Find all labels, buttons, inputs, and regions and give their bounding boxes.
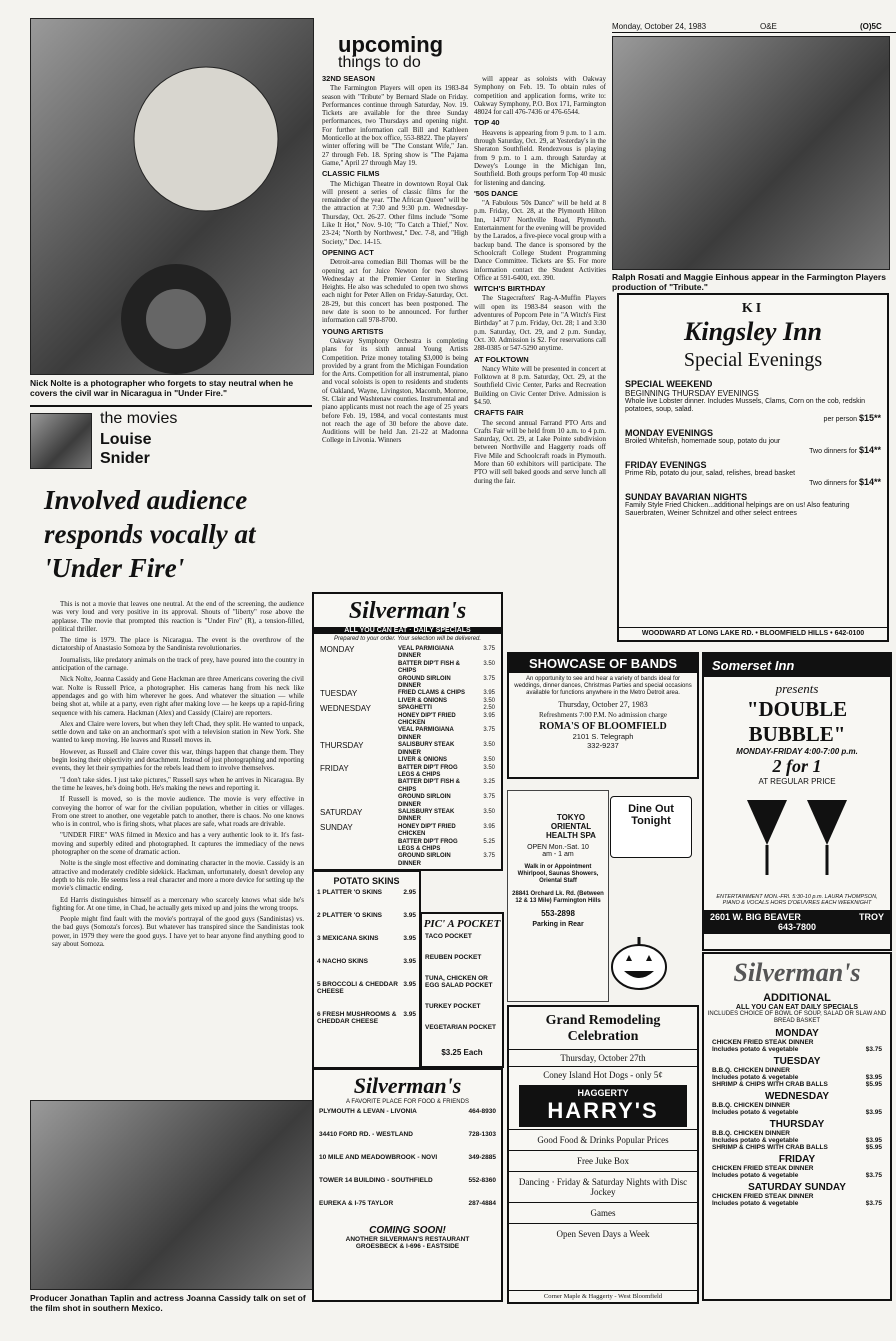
location-row (319, 1108, 496, 1115)
somerset-deal: 2 for 1 (772, 756, 822, 776)
day-line-text: B.B.Q. CHICKEN DINNER (712, 1130, 791, 1137)
harrys-logo: HARRY'S (547, 1098, 659, 1123)
upcoming-subtitle: things to do (338, 54, 421, 71)
menu-item: VEAL PARMIGIANA DINNER (398, 646, 454, 660)
menu-row (320, 727, 495, 742)
event-heading: '50S DANCE (474, 188, 518, 198)
potato-skins-ad (312, 870, 421, 1069)
menu-row (320, 742, 495, 757)
menu-item: LIVER & ONIONS (398, 697, 448, 704)
day-line-text: Includes potato & vegetable (712, 1109, 799, 1116)
harrys-lines (509, 1129, 697, 1244)
day-line (712, 1074, 882, 1081)
event-text: The Stagecrafters' Rag-A-Muffin Players will open its 1983-84 season with the adventures of Popcorn Pete in "A Witch's First Birthday" at 7 p.m. Friday, Oct. 28; 1 and 3:30 p.m. Saturday, Oct. 29, and 2 p.m. Sunday, Oct. 30. Admission is $2. For reservations call 288-0385 or 547-5290 anytime. (474, 294, 606, 353)
day-block (712, 1091, 882, 1116)
review-paragraph: If Russell is moved, so is the movie audience. The movie is very effective in conveying the horror of war for the civilian population, whether in cities or villages. From one street to another, one vegetable patch to another, there is chaos. No one knows who is in control, who is firing shots, what places are safe, what roads are drivable. (52, 795, 304, 829)
day-line-price: $3.95 (865, 1074, 882, 1081)
event-text: "A Fabulous '50s Dance" will be held at 8 p.m. Friday, Oct. 28, at the Plymouth Hilton Inn, 14707 Northville Road, Plymouth. Entertainment for the evening will be provided by the Larados, a five-piece vocal group with a backup band. The dance is sponsored by the Schoolcraft College Student Programming Dance Committee. Tickets are $5. For more information contact the Student Activities Office at 591-6400, ext. 390. (474, 199, 606, 282)
pocket-items (422, 930, 502, 1048)
review-paragraph: Journalists, like predatory animals on the track of prey, have poured into the country in anticipation of the carnage. (52, 655, 304, 673)
location-name: PLYMOUTH & LEVAN - LIVONIA (319, 1108, 417, 1115)
menu-price: 3.25 (483, 779, 495, 786)
special-subtitle: BEGINNING THURSDAY EVENINGS (625, 389, 759, 398)
special-price-note: Two dinners for (809, 480, 858, 487)
potato-name: 4 NACHO SKINS (317, 958, 368, 965)
potato-price: 3.95 (403, 958, 416, 965)
potato-item (317, 935, 416, 942)
additional-days (704, 1028, 890, 1207)
wine-glasses-icon (737, 790, 857, 890)
header-page: (O)5C (860, 22, 882, 31)
review-paragraph: Nolte is the single most effective and dominating character in the movie. Cassidy is an attractive and moderately credible sidekick. Hackman, unfortunately, doesn't develop any depth to his role. He seems less a real character and more a more device for setting up the movie's climactic ending. (52, 859, 304, 893)
harrys-logo-top: HAGGERTY (577, 1088, 629, 1098)
somerset-title: "DOUBLE BUBBLE" (746, 697, 848, 746)
day-line (712, 1067, 882, 1074)
day-line (712, 1046, 882, 1053)
special-price-note: per person (823, 416, 858, 423)
day-line-text: CHICKEN FRIED STEAK DINNER (712, 1165, 814, 1172)
harrys-footer: Corner Maple & Haggerty - West Bloomfield (509, 1290, 697, 1300)
somerset-hours: MONDAY-FRIDAY 4:00-7:00 p.m. (736, 747, 858, 756)
potato-name: 5 BROCCOLI & CHEDDAR CHEESE (317, 981, 398, 995)
day-line (712, 1144, 882, 1151)
dine-sign (610, 796, 692, 858)
somerset-presents: presents (775, 681, 819, 696)
day-block (712, 1182, 882, 1207)
day-line-text: Includes potato & vegetable (712, 1137, 799, 1144)
silvermans-menu-rows (314, 643, 501, 868)
day-line-text: Includes potato & vegetable (712, 1172, 799, 1179)
showcase-phone: 332-9237 (587, 741, 619, 750)
special-title: MONDAY EVENINGS (625, 428, 714, 438)
tokyo-text: Walk in or Appointment Whirlpool, Saunas Showers, Oriental Staff (517, 864, 599, 884)
potato-item (317, 912, 416, 919)
location-name: TOWER 14 BUILDING - SOUTHFIELD (319, 1177, 433, 1184)
silvermans-locations (314, 1106, 501, 1225)
menu-day (320, 661, 398, 676)
menu-item: HONEY DIP'T FRIED CHICKEN (398, 712, 456, 727)
menu-item: SALISBURY STEAK DINNER (398, 742, 455, 756)
kingsley-special (625, 429, 881, 456)
special-price-row (625, 478, 881, 488)
potato-item (317, 889, 416, 896)
event-text: will appear as soloists with Oakway Symphony on Feb. 19. To obtain rules of competition and application forms, write to: Oakway Symphony, P.O. Box 171, Farmington 48024 for call 476-7436 or 476-6544. (474, 75, 606, 117)
silvermans-logo-3: Silverman's (733, 958, 861, 987)
special-price: $14** (858, 445, 881, 455)
pumpkin-icon (610, 935, 668, 991)
menu-price: 3.75 (483, 727, 495, 734)
menu-item: GROUND SIRLOIN DINNER (398, 675, 451, 690)
menu-day: SUNDAY (320, 822, 353, 832)
event-heading: AT FOLKTOWN (474, 354, 529, 364)
movies-headline: Involved audience responds vocally at 'Under Fire' (44, 485, 256, 583)
event-text: The second annual Farrand PTO Arts and Crafts Fair will be held from 10 a.m. to 4 p.m. Saturday, Oct. 29, at Lake Pointe subdivision between Northville and Haggerty roads off Five Mile and Schoolcraft roads in Plymouth. More than 60 exhibitors will participate. The PTO will sell baked goods and serve lunch all during the fair. (474, 418, 606, 485)
day-line-price: $3.75 (865, 1172, 882, 1179)
day-name: SATURDAY SUNDAY (748, 1182, 846, 1193)
haggerty-harrys-ad (507, 1005, 699, 1304)
day-line (712, 1137, 882, 1144)
day-line-price: $3.95 (865, 1137, 882, 1144)
event-text: Detroit-area comedian Bill Thomas will be the opening act for Juice Newton for two shows Wednesday at the Premier Center in Sterling Heights. He also was scheduled to open two shows each night for Peter Allen on Friday-Saturday, Oct. 28-29, but this concert has been postponed. The new date is soon to be announced. For further information call 978-8700. (322, 258, 468, 325)
author-first: Louise (100, 431, 152, 448)
pic-a-pocket-ad (420, 912, 504, 1068)
event-text: The Michigan Theatre in downtown Royal Oak will present a series of classic films for the remainder of the year. "The African Queen" will be the attraction at 7:30 and 9:30 p.m. Wednesday-Thursday, Oct. 26-27. Other films include "Some Like It Hot," Nov. 9-10; "To Catch a Thief," Nov. 23-24; "North by Northwest," Dec. 7-8, and "High Society," Dec. 14-15. (322, 179, 468, 246)
menu-day (320, 853, 398, 868)
menu-day (320, 794, 398, 809)
potato-name: 3 MEXICANA SKINS (317, 935, 379, 942)
day-name: THURSDAY (769, 1119, 825, 1130)
menu-day (320, 713, 398, 728)
day-line-price: $5.95 (865, 1144, 882, 1151)
event-heading: TOP 40 (474, 118, 500, 128)
review-paragraph: However, as Russell and Claire cover this war, things happen that change them. They begin losing their objectivity and detachment. Instead of just photographing and reporting events, they let their sympathies for the rebels lead them to involve themselves. (52, 747, 304, 773)
pocket-item: TURKEY POCKET (425, 1003, 481, 1010)
day-name: MONDAY (775, 1028, 819, 1039)
pocket-item: TUNA, CHICKEN OR EGG SALAD POCKET (425, 975, 493, 989)
potato-name: 6 FRESH MUSHROOMS & CHEDDAR CHEESE (317, 1011, 397, 1025)
kingsley-tagline: Special Evenings (683, 349, 823, 371)
silvermans-banner: ALL YOU CAN EAT · DAILY SPECIALS (314, 627, 501, 634)
menu-row (320, 713, 495, 728)
somerset-deal-sub: AT REGULAR PRICE (758, 777, 836, 786)
review-paragraph: Ed Harris distinguishes himself as a mercenary who scarcely knows what side he's fighting for. At one time, in Chad, he actually gets mixed up and joins the wrong troops. (52, 895, 304, 912)
event-text: Oakway Symphony Orchestra is completing plans for its sixth annual Young Artists Competition. Prize money totaling $3,000 is being provided by a grant from the Michigan Foundation for the Arts. Competition for all instrumental, piano and vocal soloists is open to residents and students of Oakland, Wayne, Livingston, Macomb, Monroe, St. Clair and Washtenaw counties. Instrumental and piano applicants must not reach the age of 25 years before Feb. 19, 1984, and vocal contestants must not reach the age of 30 before the above date. Auditions will be held Jan. 21-22 at Madonna College in Livonia. Winners (322, 336, 468, 445)
potato-price: 3.95 (403, 912, 416, 919)
menu-price: 5.25 (483, 838, 495, 845)
menu-day: THURSDAY (320, 741, 364, 751)
review-paragraph: The time is 1979. The place is Nicaragua. The event is the overthrow of the dictatorship of Anastasio Somoza by the Sandinista revolutionaries. (52, 636, 304, 653)
event-heading: OPENING ACT (322, 247, 374, 257)
tokyo-parking: Parking in Rear (532, 921, 584, 928)
menu-price: 2.50 (483, 705, 495, 712)
movies-kicker: the movies (100, 410, 178, 427)
day-line (712, 1081, 882, 1088)
location-phone: 728-1303 (468, 1131, 496, 1138)
silvermans-logo: Silverman's (348, 598, 467, 624)
harrys-line: Open Seven Days a Week (509, 1223, 697, 1244)
tokyo-open: OPEN Mon.-Sat. 10 am - 1 am (527, 844, 589, 858)
pocket-price: $3.25 Each (441, 1048, 483, 1057)
harrys-line: Good Food & Drinks Popular Prices (509, 1129, 697, 1150)
day-line-text: CHICKEN FRIED STEAK DINNER (712, 1193, 814, 1200)
location-name: 34410 FORD RD. - WESTLAND (319, 1131, 413, 1138)
header-section: O&E (760, 22, 777, 31)
menu-price: 3.95 (483, 712, 495, 719)
day-line (712, 1102, 882, 1109)
menu-row (320, 646, 495, 661)
special-price-row (625, 446, 881, 456)
menu-day (320, 779, 398, 794)
somerset-ent: ENTERTAINMENT MON.-FRI. 5:30-10 p.m. LAURA THOMPSON, PIANO & VOCALS HORS D'OEUVRES EACH WEEKNIGHT (716, 894, 878, 906)
special-price: $14** (858, 477, 881, 487)
menu-row (320, 661, 495, 676)
photo-tribute (612, 36, 890, 270)
menu-day: SATURDAY (320, 807, 363, 817)
potato-item (317, 958, 416, 965)
review-paragraph: Alex and Claire were lovers, but when they left Chad, they split. He wanted to unpack, settle down and take on an anchorman's spot with a television station in New York. She wanted to keep moving. He leaves and Russell moves in. (52, 719, 304, 745)
menu-day: TUESDAY (320, 689, 358, 699)
menu-day: MONDAY (320, 645, 355, 654)
day-line (712, 1109, 882, 1116)
special-title: SPECIAL WEEKEND (625, 379, 713, 389)
movies-rule (30, 405, 312, 407)
menu-item: FRIED CLAMS & CHIPS (398, 690, 466, 697)
dine-text: Dine Out Tonight (628, 803, 674, 827)
event-text: Nancy White will be presented in concert at Folktown at 8 p.m. Saturday, Oct. 29, at the Southfield Civic Center, Parks and Recreation Building on Civic Center Drive. Admission is $4.50. (474, 364, 606, 406)
pocket-item: REUBEN POCKET (425, 954, 482, 961)
silvermans-tagline: A FAVORITE PLACE FOR FOOD & FRIENDS (346, 1099, 469, 1105)
location-row (319, 1177, 496, 1184)
photo-nick-nolte (30, 18, 314, 375)
author-photo (30, 413, 92, 469)
tokyo-phone: 553-2898 (541, 909, 575, 918)
menu-item: BATTER DIP'T FROG LEGS & CHIPS (398, 838, 458, 852)
day-line-text: Includes potato & vegetable (712, 1046, 799, 1053)
kingsley-name: Kingsley Inn (684, 317, 822, 346)
location-name: 10 MILE AND MEADOWBROOK - NOVI (319, 1154, 438, 1161)
menu-row (320, 690, 495, 697)
pocket-item: TACO POCKET (425, 933, 472, 940)
silvermans-logo-2: Silverman's (353, 1073, 462, 1098)
photo-bottom-caption: Producer Jonathan Taplin and actress Joanna Cassidy talk on set of the film shot in southern Mexico. (30, 1293, 306, 1313)
menu-item: HONEY DIP'T FRIED CHICKEN (398, 823, 456, 838)
header-rule (612, 32, 896, 33)
location-row (319, 1131, 496, 1138)
menu-day (320, 727, 398, 742)
special-detail: Broiled Whitefish, homemade soup, potato du jour (625, 438, 781, 445)
potato-price: 3.95 (403, 981, 416, 988)
menu-row (320, 705, 495, 712)
day-line-price: $3.75 (865, 1046, 882, 1053)
menu-item: GROUND SIRLOIN DINNER (398, 853, 451, 867)
day-line-text: Includes potato & vegetable (712, 1074, 799, 1081)
menu-price: 3.50 (483, 757, 495, 764)
harrys-date: Thursday, October 27th (509, 1049, 697, 1066)
potato-item (317, 981, 416, 995)
day-line-price: $3.95 (865, 1109, 882, 1116)
potato-name: 1 PLATTER 'O SKINS (317, 889, 382, 896)
photo-left-caption: Nick Nolte is a photographer who forgets to stay neutral when he covers the civil war in Nicaragua in "Under Fire." (30, 378, 294, 398)
menu-price: 3.50 (483, 660, 495, 667)
somerset-phone: 643-7800 (777, 922, 817, 932)
special-title: FRIDAY EVENINGS (625, 460, 707, 470)
day-name: WEDNESDAY (764, 1091, 830, 1102)
potato-items (314, 886, 419, 1044)
day-line (712, 1200, 882, 1207)
showcase-address: 2101 S. Telegraph (572, 732, 634, 741)
day-line (712, 1165, 882, 1172)
somerset-logo: Somerset Inn (704, 654, 890, 677)
showcase-ad (507, 652, 699, 779)
review-paragraph: "I don't take sides. I just take pictures," Russell says when he arrives in Nicaragua. By the time he leaves, he's doing both. He's making the news and reporting it. (52, 775, 304, 792)
day-line-price: $3.75 (865, 1200, 882, 1207)
special-detail: Whole live Lobster dinner. Includes Mussels, Clams, Corn on the cob, redskin potatoes, soup, salad. (625, 398, 866, 413)
event-heading: WITCH'S BIRTHDAY (474, 284, 546, 294)
menu-row (320, 839, 495, 854)
day-line (712, 1130, 882, 1137)
potato-price: 3.95 (403, 935, 416, 942)
tokyo-title: TOKYO ORIENTAL HEALTH SPA (546, 813, 596, 840)
kingsley-inn-ad (617, 293, 889, 642)
author-last: Snider (100, 450, 150, 467)
special-price: $15** (858, 413, 881, 423)
menu-item: SPAGHETTI (398, 705, 432, 712)
location-row (319, 1154, 496, 1161)
somerset-inn-ad (702, 652, 892, 951)
event-text: Heavens is appearing from 9 p.m. to 1 a.m. through Saturday, Oct. 29, at Yesterday's in the Sheraton Southfield. Rendezvous is playing from 9 p.m. to 1 a.m. through Saturday at Dewey's Lounge in the Michigan Inn, Southfield. Both groups perform Top 40 music for listening and dancing. (474, 128, 606, 187)
menu-row (320, 676, 495, 691)
kingsley-special (625, 380, 881, 424)
kingsley-footer: WOODWARD AT LONG LAKE RD. • BLOOMFIELD HILLS • 642-0100 (619, 627, 887, 637)
potato-price: 3.95 (403, 1011, 416, 1018)
photo-taplin-cassidy (30, 1100, 314, 1290)
upcoming-column-2 (474, 75, 606, 575)
menu-row (320, 765, 495, 780)
menu-item: LIVER & ONIONS (398, 757, 448, 764)
review-paragraph: This is not a movie that leaves one neutral. At the end of the screening, the audience was very loud and very positive in its approval. Shouts of "liberty" rose above the applause. The movie that prompted this reaction is "Under Fire" (R), a tension-filled, political thriller. (52, 600, 304, 633)
menu-price: 3.50 (483, 808, 495, 815)
day-block (712, 1028, 882, 1053)
silvermans-additional-ad (702, 952, 892, 1301)
menu-price: 3.50 (483, 742, 495, 749)
day-line-text: CHICKEN FRIED STEAK DINNER (712, 1039, 814, 1046)
photo-right-caption: Ralph Rosati and Maggie Einhous appear in the Farmington Players production of "Tribute." (612, 272, 886, 292)
harrys-line: Dancing · Friday & Saturday Nights with Disc Jockey (509, 1171, 697, 1202)
day-name: TUESDAY (773, 1056, 821, 1067)
day-line-text: Includes potato & vegetable (712, 1200, 799, 1207)
special-title: SUNDAY BAVARIAN NIGHTS (625, 492, 748, 502)
review-paragraph: "UNDER FIRE" WAS filmed in Mexico and has a very authentic look to it. It's fast-moving and superbly edited and photographed. It captures the immediacy of the news photographer on the scene of dramatic action. (52, 831, 304, 857)
potato-title: POTATO SKINS (333, 876, 400, 886)
day-line (712, 1193, 882, 1200)
showcase-date: Thursday, October 27, 1983 (558, 700, 648, 709)
tokyo-address: 28841 Orchard Lk. Rd. (Between 12 & 13 Mile) Farmington Hills (512, 891, 604, 904)
potato-price: 2.95 (403, 889, 416, 896)
menu-row (320, 794, 495, 809)
event-heading: YOUNG ARTISTS (322, 326, 384, 336)
menu-item: BATTER DIP'T FISH & CHIPS (398, 779, 460, 793)
day-line-text: B.B.Q. CHICKEN DINNER (712, 1102, 791, 1109)
day-line-price: $5.95 (865, 1081, 882, 1088)
harrys-line: Free Juke Box (509, 1150, 697, 1171)
day-line (712, 1172, 882, 1179)
special-detail: Family Style Fried Chicken...additional helpings are on us! Also featuring Sauerbraten, Weiner Schnitzel and other select entrees (625, 502, 850, 517)
showcase-text: An opportunity to see and hear a variety of bands ideal for weddings, dinner dances, Christmas Parties and special occasions available for functions anywhere in the Metro Detroit area. (514, 676, 692, 696)
location-name: EUREKA & I-75 TAYLOR (319, 1200, 394, 1207)
menu-day: WEDNESDAY (320, 704, 371, 714)
menu-price: 3.75 (483, 646, 495, 652)
location-phone: 464-8930 (468, 1108, 496, 1115)
somerset-address: 2601 W. BIG BEAVER (710, 912, 801, 922)
kingsley-items (619, 380, 887, 518)
review-paragraph: People might find fault with the movie's portrayal of the good guys (Sandinistas) vs. the bad guys (Somoza's forces). But whatever has transpired since the Sandinistas took power, in 1979 they were the good guys. I have yet to hear anyone find anything good to say about Somoza. (52, 915, 304, 948)
additional-note: INCLUDES CHOICE OF BOWL OF SOUP, SALAD OR SLAW AND BREAD BASKET (707, 1011, 887, 1024)
menu-price: 3.75 (483, 794, 495, 801)
showcase-refreshments: Refreshments 7:00 P.M. No admission charge (539, 711, 667, 719)
harrys-coney: Coney Island Hot Dogs - only 5¢ (509, 1066, 697, 1083)
day-line-text: SHRIMP & CHIPS WITH CRAB BALLS (712, 1081, 828, 1088)
special-price-row (625, 414, 881, 424)
tokyo-spa-ad (507, 790, 609, 1002)
event-heading: CRAFTS FAIR (474, 408, 524, 418)
location-phone: 552-8360 (468, 1177, 496, 1184)
menu-row (320, 824, 495, 839)
additional-subtitle: ALL YOU CAN EAT DAILY SPECIALS (735, 1004, 859, 1011)
menu-item: VEAL PARMIGIANA DINNER (398, 727, 454, 741)
menu-price: 3.50 (483, 764, 495, 771)
day-block (712, 1154, 882, 1179)
additional-title: ADDITIONAL (763, 992, 831, 1004)
coming-loc: GROESBECK & I-696 - EASTSIDE (355, 1243, 460, 1250)
harrys-title: Grand Remodeling Celebration (545, 1013, 661, 1044)
menu-price: 3.50 (483, 697, 495, 704)
menu-day (320, 676, 398, 691)
menu-row (320, 853, 495, 868)
event-heading: 32ND SEASON (322, 75, 375, 83)
pocket-item: VEGETARIAN POCKET (425, 1024, 497, 1031)
movies-body (52, 600, 304, 1098)
silvermans-intro: Prepared to your order. Your selection will be delivered. (333, 636, 482, 642)
special-price-note: Two dinners for (809, 448, 858, 455)
day-block (712, 1056, 882, 1088)
menu-item: BATTER DIP'T FROG LEGS & CHIPS (398, 764, 458, 778)
potato-item (317, 1011, 416, 1025)
menu-price: 3.75 (483, 853, 495, 860)
potato-name: 2 PLATTER 'O SKINS (317, 912, 382, 919)
kingsley-special (625, 493, 881, 518)
review-paragraph: Nick Nolte, Joanna Cassidy and Gene Hackman are three Americans covering the civil war. Nolte is Russell Price, a photographer. His cameras hang from his neck like appendages and go with him wherever he goes. And whatever the situation — while being shot at, while at a party, even right after making love — he keeps up a rapid-firing sequence with his camera. Hackman (Alex) and Cassidy (Claire) are reporters. (52, 675, 304, 717)
menu-price: 3.95 (483, 823, 495, 830)
menu-item: SALISBURY STEAK DINNER (398, 808, 455, 823)
location-phone: 349-2885 (468, 1154, 496, 1161)
event-text: The Farmington Players will open its 1983-84 season with "Tribute" by Bernard Slade on Friday. Performances continue through Saturday, Nov. 19. Tickets are available for the three Sunday performances, two Thursdays and opening night. For further information call Bill and Kathleen Monticello at the box office, 553-8822. The players' winter offering will be "The Constant Wife," Jan. 27 through Feb. 18. Spring show is "The Pajama Game," April 27 through May 19. (322, 84, 468, 167)
location-phone: 287-4884 (468, 1200, 496, 1207)
kingsley-special (625, 461, 881, 488)
menu-price: 3.95 (483, 690, 495, 697)
menu-price: 3.75 (483, 675, 495, 682)
day-line (712, 1039, 882, 1046)
upcoming-title: upcoming (338, 32, 444, 57)
menu-item: BATTER DIP'T FISH & CHIPS (398, 660, 460, 675)
silvermans-locations-ad (312, 1068, 503, 1302)
event-heading: CLASSIC FILMS (322, 169, 380, 179)
showcase-venue: ROMA'S OF BLOOMFIELD (539, 721, 667, 732)
menu-row (320, 779, 495, 794)
somerset-city: TROY (858, 912, 884, 922)
showcase-title: SHOWCASE OF BANDS (509, 654, 697, 673)
harrys-line: Games (509, 1202, 697, 1223)
menu-item: GROUND SIRLOIN DINNER (398, 794, 451, 808)
upcoming-column-1 (322, 75, 468, 565)
coming-text: ANOTHER SILVERMAN'S RESTAURANT (345, 1236, 470, 1243)
day-name: FRIDAY (778, 1154, 816, 1165)
day-line-text: SHRIMP & CHIPS WITH CRAB BALLS (712, 1144, 828, 1151)
day-block (712, 1119, 882, 1151)
menu-row (320, 809, 495, 824)
menu-day: FRIDAY (320, 763, 349, 773)
header-date: Monday, October 24, 1983 (612, 22, 707, 31)
silvermans-menu-ad (312, 592, 503, 871)
coming-soon: COMING SOON! (369, 1225, 446, 1236)
kingsley-logo: KI (741, 301, 765, 316)
pocket-title: PIC' A POCKET (423, 918, 501, 930)
special-detail: Prime Rib, potato du jour, salad, relishes, bread basket (625, 470, 796, 477)
location-row (319, 1200, 496, 1207)
day-line-text: B.B.Q. CHICKEN DINNER (712, 1067, 791, 1074)
menu-day (320, 839, 398, 854)
